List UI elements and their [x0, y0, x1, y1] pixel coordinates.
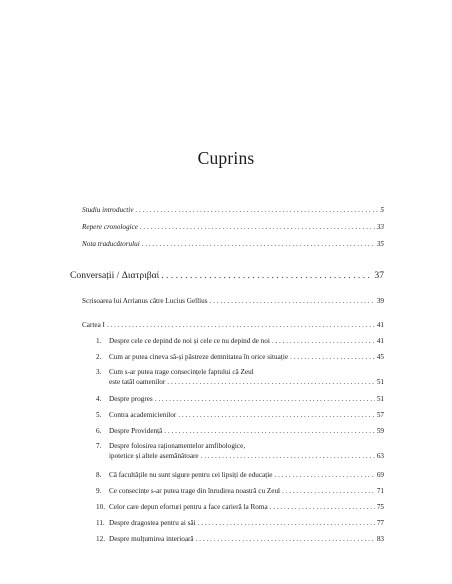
chapter-number: 4.: [96, 395, 102, 403]
chapter-number: 11.: [96, 519, 105, 527]
toc-chapter-2: [96, 352, 384, 362]
chapter-number: 1.: [96, 337, 102, 345]
chapter-title-line1: Cum s-ar putea trage consecințele faptului că Zeul: [109, 368, 254, 376]
leader-dots: [282, 486, 375, 496]
chapter-page: 71: [376, 487, 384, 495]
chapter-title: Despre cele ce depind de noi și cele ce nu depind de noi: [109, 337, 270, 345]
leader-dots: [178, 410, 375, 420]
toc-chapter-5: [96, 410, 384, 420]
chapter-page: 77: [376, 519, 384, 527]
toc-entry-page: 5: [380, 206, 384, 214]
toc-entry-label: Conversații / Διατριβαί: [70, 270, 160, 281]
chapter-number: 9.: [96, 487, 102, 495]
leader-dots: [167, 377, 375, 387]
toc-entry-page: 35: [376, 240, 384, 248]
toc-entry-label: Cartea I: [82, 321, 105, 329]
toc-chapter-3: [96, 367, 384, 387]
toc-chapter-11: [96, 518, 384, 528]
chapter-title: Despre dragostea pentru ai săi: [109, 519, 196, 527]
toc-entry-page: 39: [376, 297, 384, 305]
chapter-title-line2: este tatăl oamenilor: [109, 378, 166, 386]
leader-dots: [142, 239, 375, 249]
leader-dots: [201, 451, 375, 461]
chapter-title: Că facultățile nu sunt sigure pentru cei lipsiți de educație: [109, 471, 273, 479]
toc-entry-repere: [82, 222, 384, 232]
chapter-number: 8.: [96, 471, 102, 479]
toc-chapter-1: [96, 336, 384, 346]
chapter-title: Despre mulțumirea interioară: [109, 535, 194, 543]
leader-dots: [140, 222, 375, 232]
leader-dots: [210, 296, 375, 306]
chapter-page: 75: [376, 503, 384, 511]
chapter-page: 57: [376, 411, 384, 419]
toc-entry-studiu: [82, 205, 384, 215]
page-title: Cuprins: [197, 148, 255, 168]
chapter-number: 12.: [96, 535, 105, 543]
toc-entry-label: Studiu introductiv: [82, 206, 134, 214]
chapter-title: Ce consecințe s-ar putea trage din înrudirea noastră cu Zeul: [109, 487, 281, 495]
toc-entry-label: Repere cronologice: [82, 223, 138, 231]
toc-chapter-12: [96, 534, 384, 544]
toc-chapter-8: [96, 470, 384, 480]
chapter-page: 63: [376, 452, 384, 460]
leader-dots: [155, 394, 375, 404]
leader-dots: [274, 470, 374, 480]
chapter-page: 69: [376, 471, 384, 479]
chapter-number: 6.: [96, 427, 102, 435]
chapter-number: 3.: [96, 368, 102, 376]
toc-entry-page: 41: [376, 321, 384, 329]
leader-dots: [161, 270, 372, 282]
leader-dots: [272, 336, 375, 346]
chapter-number: 7.: [96, 442, 102, 450]
toc-entry-label: Scrisoarea lui Arrianus către Lucius Gellius: [82, 297, 208, 305]
chapter-number: 5.: [96, 411, 102, 419]
toc-entry-scrisoarea: [82, 296, 384, 306]
chapter-page: 83: [376, 535, 384, 543]
toc-chapter-10: [96, 502, 384, 512]
toc-chapter-6: [96, 426, 384, 436]
chapter-title: Despre progres: [109, 395, 153, 403]
toc-entry-page: 33: [376, 223, 384, 231]
toc-chapter-7: [96, 441, 384, 461]
leader-dots: [198, 518, 375, 528]
leader-dots: [107, 320, 375, 330]
toc-entry-page: 37: [374, 270, 384, 281]
toc-entry-nota: [82, 239, 384, 249]
chapter-page: 45: [376, 353, 384, 361]
chapter-number: 2.: [96, 353, 102, 361]
chapter-title: Despre Providență: [109, 427, 163, 435]
leader-dots: [196, 534, 375, 544]
chapter-title: Celor care depun eforturi pentru a face carieră la Roma: [109, 503, 268, 511]
toc-entry-label: Nota traducătorului: [82, 240, 140, 248]
toc-chapter-9: [96, 486, 384, 496]
chapter-page: 59: [376, 427, 384, 435]
chapter-page: 51: [376, 378, 384, 386]
toc-entry-conversatii: [70, 270, 384, 282]
chapter-title-line2: ipotetice și altele asemănătoare: [109, 452, 199, 460]
chapter-page: 51: [376, 395, 384, 403]
leader-dots: [290, 352, 375, 362]
chapter-number: 10.: [96, 503, 105, 511]
chapter-title: Cum ar putea cineva să-și păstreze demnitatea în orice situație: [109, 353, 289, 361]
chapter-title-line1: Despre folosirea raționamentelor amfibologice,: [109, 442, 246, 450]
leader-dots: [164, 426, 375, 436]
leader-dots: [270, 502, 375, 512]
toc-chapter-4: [96, 394, 384, 404]
chapter-title: Contra academicienilor: [109, 411, 177, 419]
chapter-page: 41: [376, 337, 384, 345]
toc-entry-cartea-i: [82, 320, 384, 330]
leader-dots: [135, 205, 378, 215]
